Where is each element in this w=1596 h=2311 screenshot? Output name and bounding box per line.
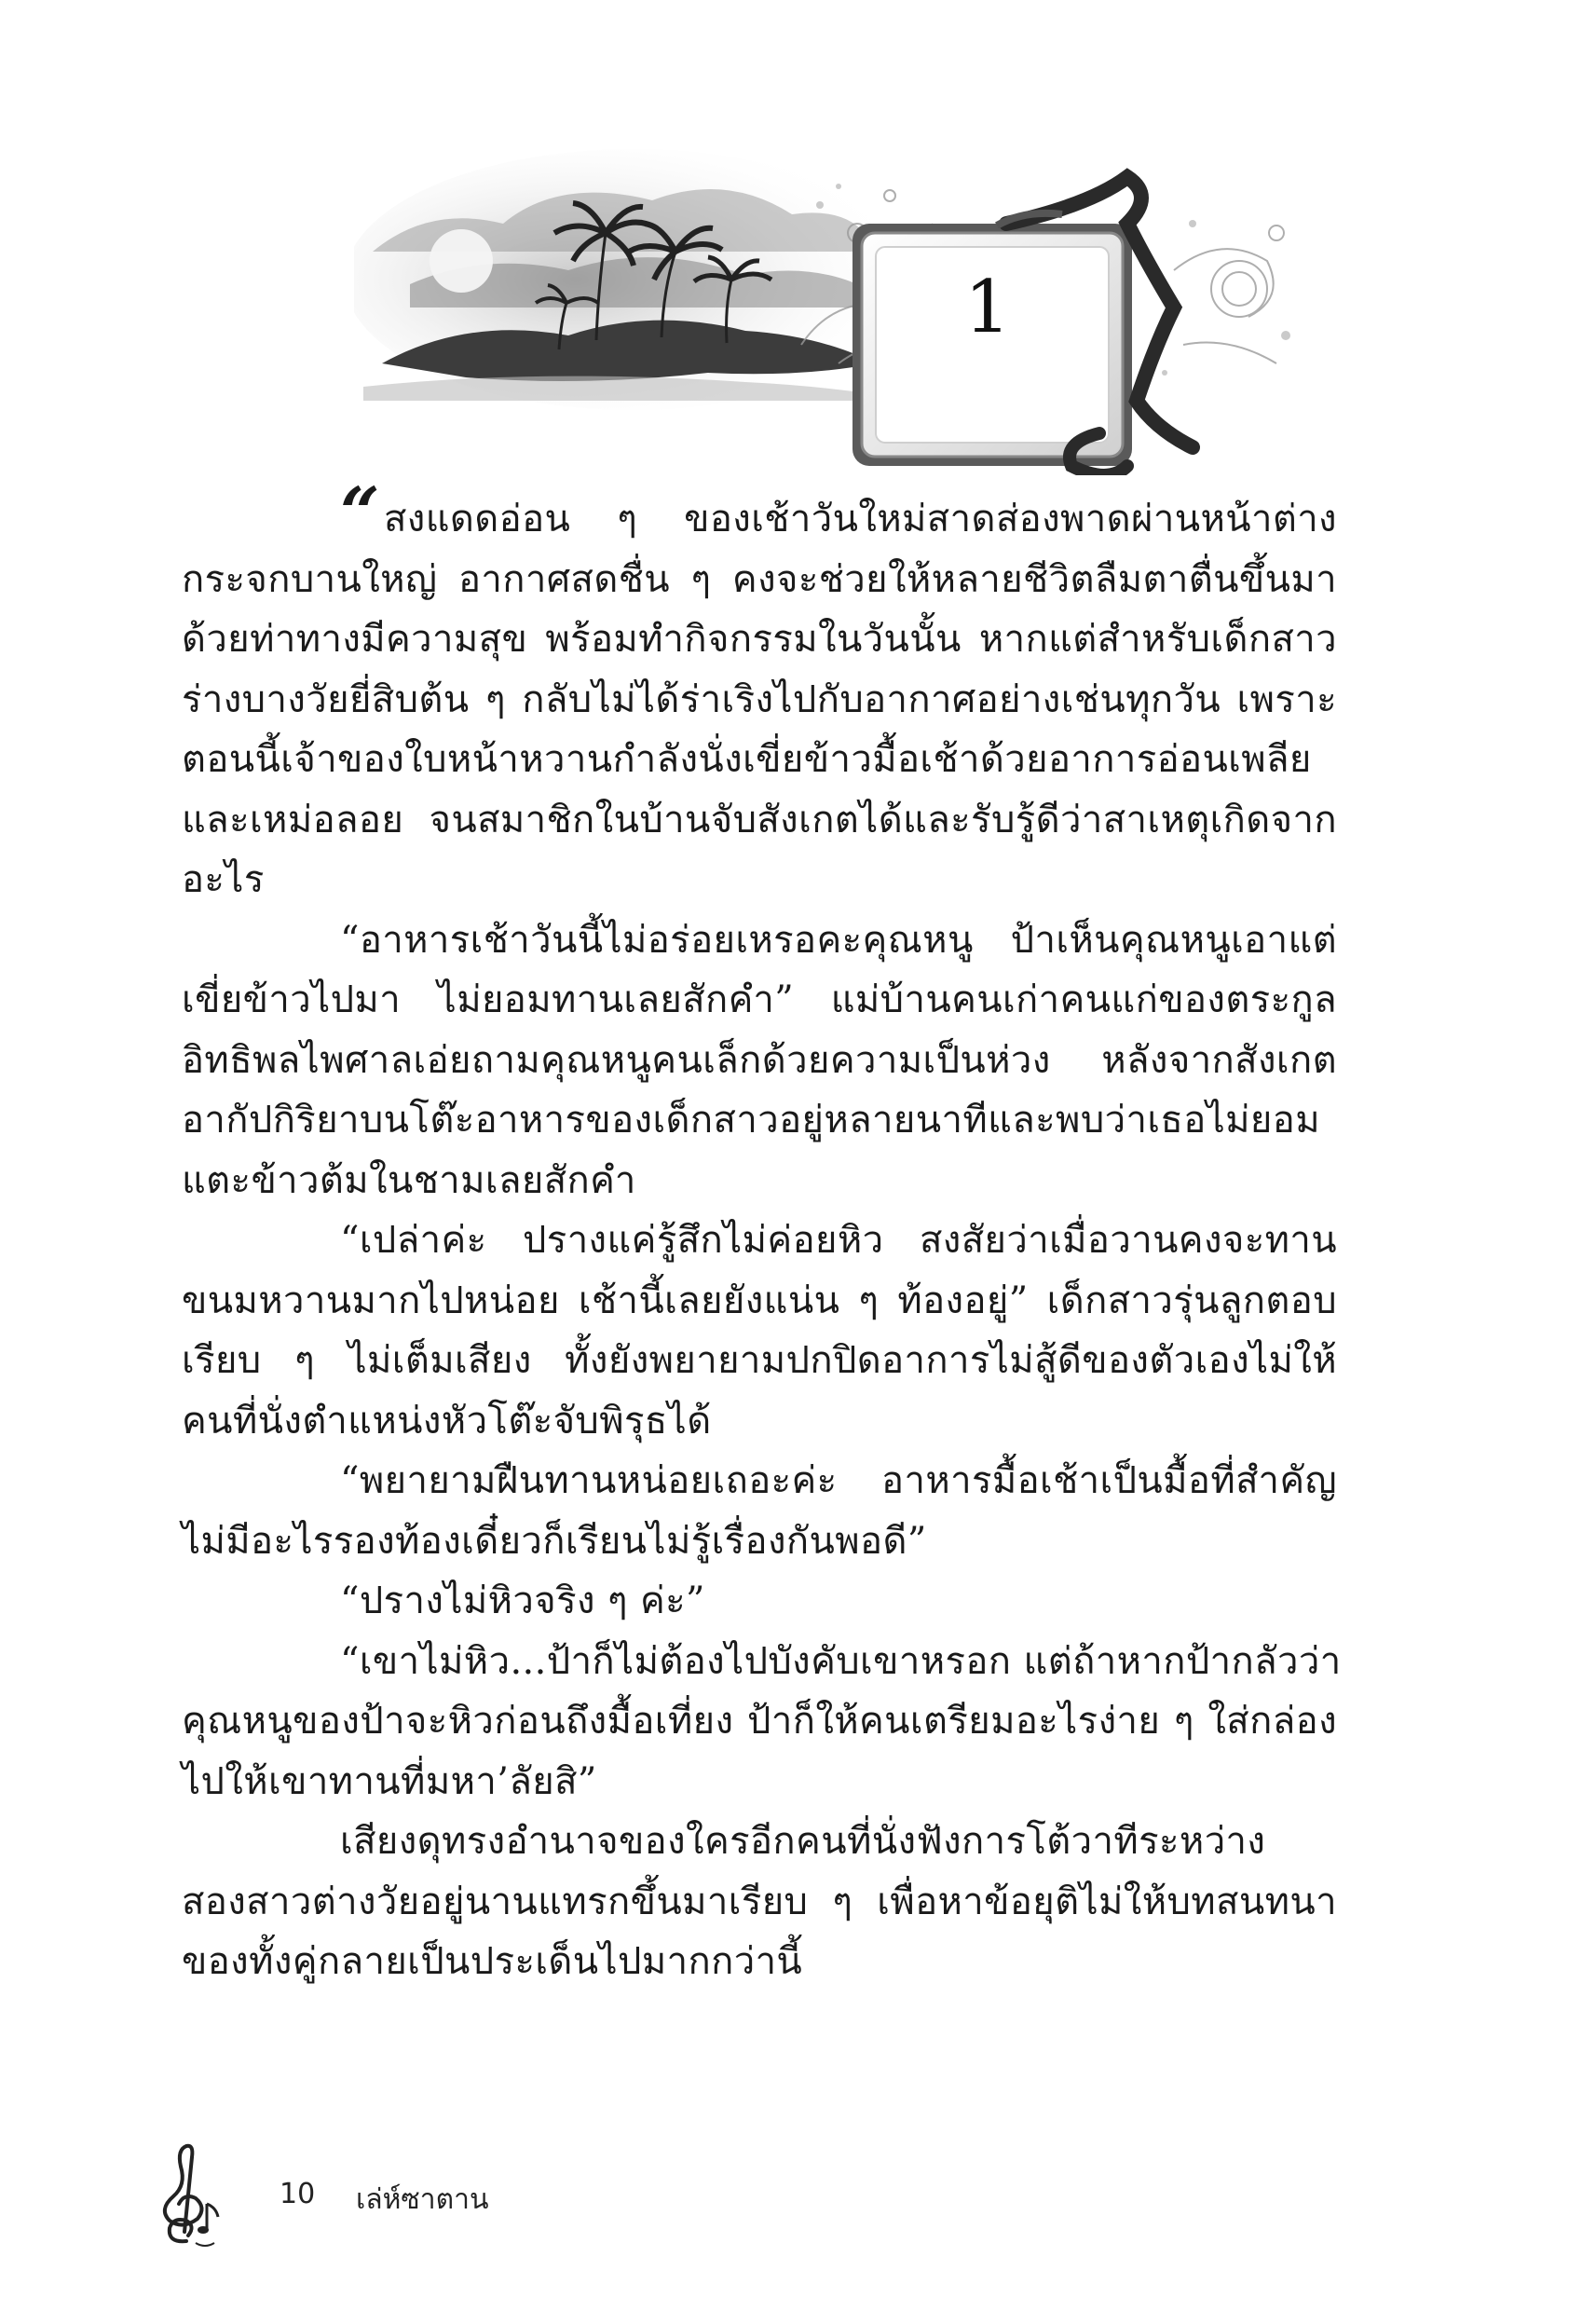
paragraph-line: “ปรางไม่หิวจริง ๆ ค่ะ” (340, 1579, 705, 1622)
paragraph-line: อะไร (182, 858, 265, 901)
paragraph-line: ตอนนี้เจ้าของใบหน้าหวานกำลังนั่งเขี่ยข้าวมื้อเช้าด้วยอาการอ่อนเพลีย (182, 738, 1312, 781)
page-footer (149, 2139, 615, 2250)
paragraph-line: เขี่ยข้าวไปมา ไม่ยอมทานเลยสักคำ” แม่บ้านคนเก่าคนแก่ของตระกูล (182, 978, 1337, 1021)
page-number: 10 (280, 2178, 316, 2210)
paragraph-line: กระจกบานใหญ่ อากาศสดชื่น ๆ คงจะช่วยให้หลายชีวิตลืมตาตื่นขึ้นมา (182, 557, 1337, 601)
paragraph-line: ขนมหวานมากไปหน่อย เช้านี้เลยยังแน่น ๆ ท้องอยู่” เด็กสาวรุ่นลูกตอบ (182, 1279, 1337, 1322)
paragraph-line: ด้วยท่าทางมีความสุข พร้อมทำกิจกรรมในวันนั้น หากแต่สำหรับเด็กสาว (182, 618, 1337, 661)
paragraph-line: ร่างบางวัยยี่สิบต้น ๆ กลับไม่ได้ร่าเริงไปกับอากาศอย่างเช่นทุกวัน เพราะ (182, 677, 1337, 721)
treble-clef-icon (149, 2139, 233, 2250)
paragraph-line: “อาหารเช้าวันนี้ไม่อร่อยเหรอคะคุณหนู ป้าเห็นคุณหนูเอาแต่ (340, 918, 1337, 962)
paragraph-line: เสียงดุทรงอำนาจของใครอีกคนที่นั่งฟังการโต้วาทีระหว่าง (340, 1820, 1266, 1863)
paragraph-line: และเหม่อลอย จนสมาชิกในบ้านจับสังเกตได้และรับรู้ดีว่าสาเหตุเกิดจาก (182, 798, 1337, 841)
paragraph-line: “เขาไม่หิว...ป้าก็ไม่ต้องไปบังคับเขาหรอก แต่ถ้าหากป้ากลัวว่า (340, 1639, 1342, 1683)
paragraph-line: ไม่มีอะไรรองท้องเดี๋ยวก็เรียนไม่รู้เรื่องกันพอดี” (182, 1519, 927, 1563)
paragraph-line: แตะข้าวต้มในชามเลยสักคำ (182, 1158, 636, 1202)
chapter-body (182, 473, 1342, 1992)
paragraph-line: ของทั้งคู่กลายเป็นประเด็นไปมากกว่านี้ (182, 1940, 803, 1983)
book-title: เล่ห์ซาตาน (356, 2183, 489, 2216)
paragraph-line: คนที่นั่งตำแหน่งหัวโต๊ะจับพิรุธได้ (182, 1399, 712, 1443)
paragraph-line: “ สงแดดอ่อน ๆ ของเช้าวันใหม่สาดส่องพาดผ่านหน้าต่าง (340, 473, 1337, 554)
paragraph-line: อากัปกิริยาบนโต๊ะอาหารของเด็กสาวอยู่หลายนาทีและพบว่าเธอไม่ยอม (182, 1099, 1320, 1142)
opening-quote-mark: “ (340, 473, 380, 554)
chapter-number: 1 (964, 266, 1011, 349)
chapter-header-illustration (354, 121, 1304, 475)
paragraph-line: อิทธิพลไพศาลเอ่ยถามคุณหนูคนเล็กด้วยความเป็นห่วง หลังจากสังเกต (182, 1038, 1337, 1082)
paragraph-line: เรียบ ๆ ไม่เต็มเสียง ทั้งยังพยายามปกปิดอาการไม่สู้ดีของตัวเองไม่ให้ (182, 1339, 1337, 1382)
paragraph-line: สองสาวต่างวัยอยู่นานแทรกขึ้นมาเรียบ ๆ เพื่อหาข้อยุติไม่ให้บทสนทนา (182, 1880, 1337, 1923)
paragraph-line: ไปให้เขาทานที่มหา’ลัยสิ” (182, 1759, 597, 1803)
paragraph-line: คุณหนูของป้าจะหิวก่อนถึงมื้อเที่ยง ป้าก็ให้คนเตรียมอะไรง่าย ๆ ใส่กล่อง (182, 1700, 1337, 1743)
paragraph-line: “เปล่าค่ะ ปรางแค่รู้สึกไม่ค่อยหิว สงสัยว่าเมื่อวานคงจะทาน (340, 1219, 1337, 1262)
paragraph-line: “พยายามฝืนทานหน่อยเถอะค่ะ อาหารมื้อเช้าเป็นมื้อที่สำคัญ (340, 1459, 1337, 1502)
